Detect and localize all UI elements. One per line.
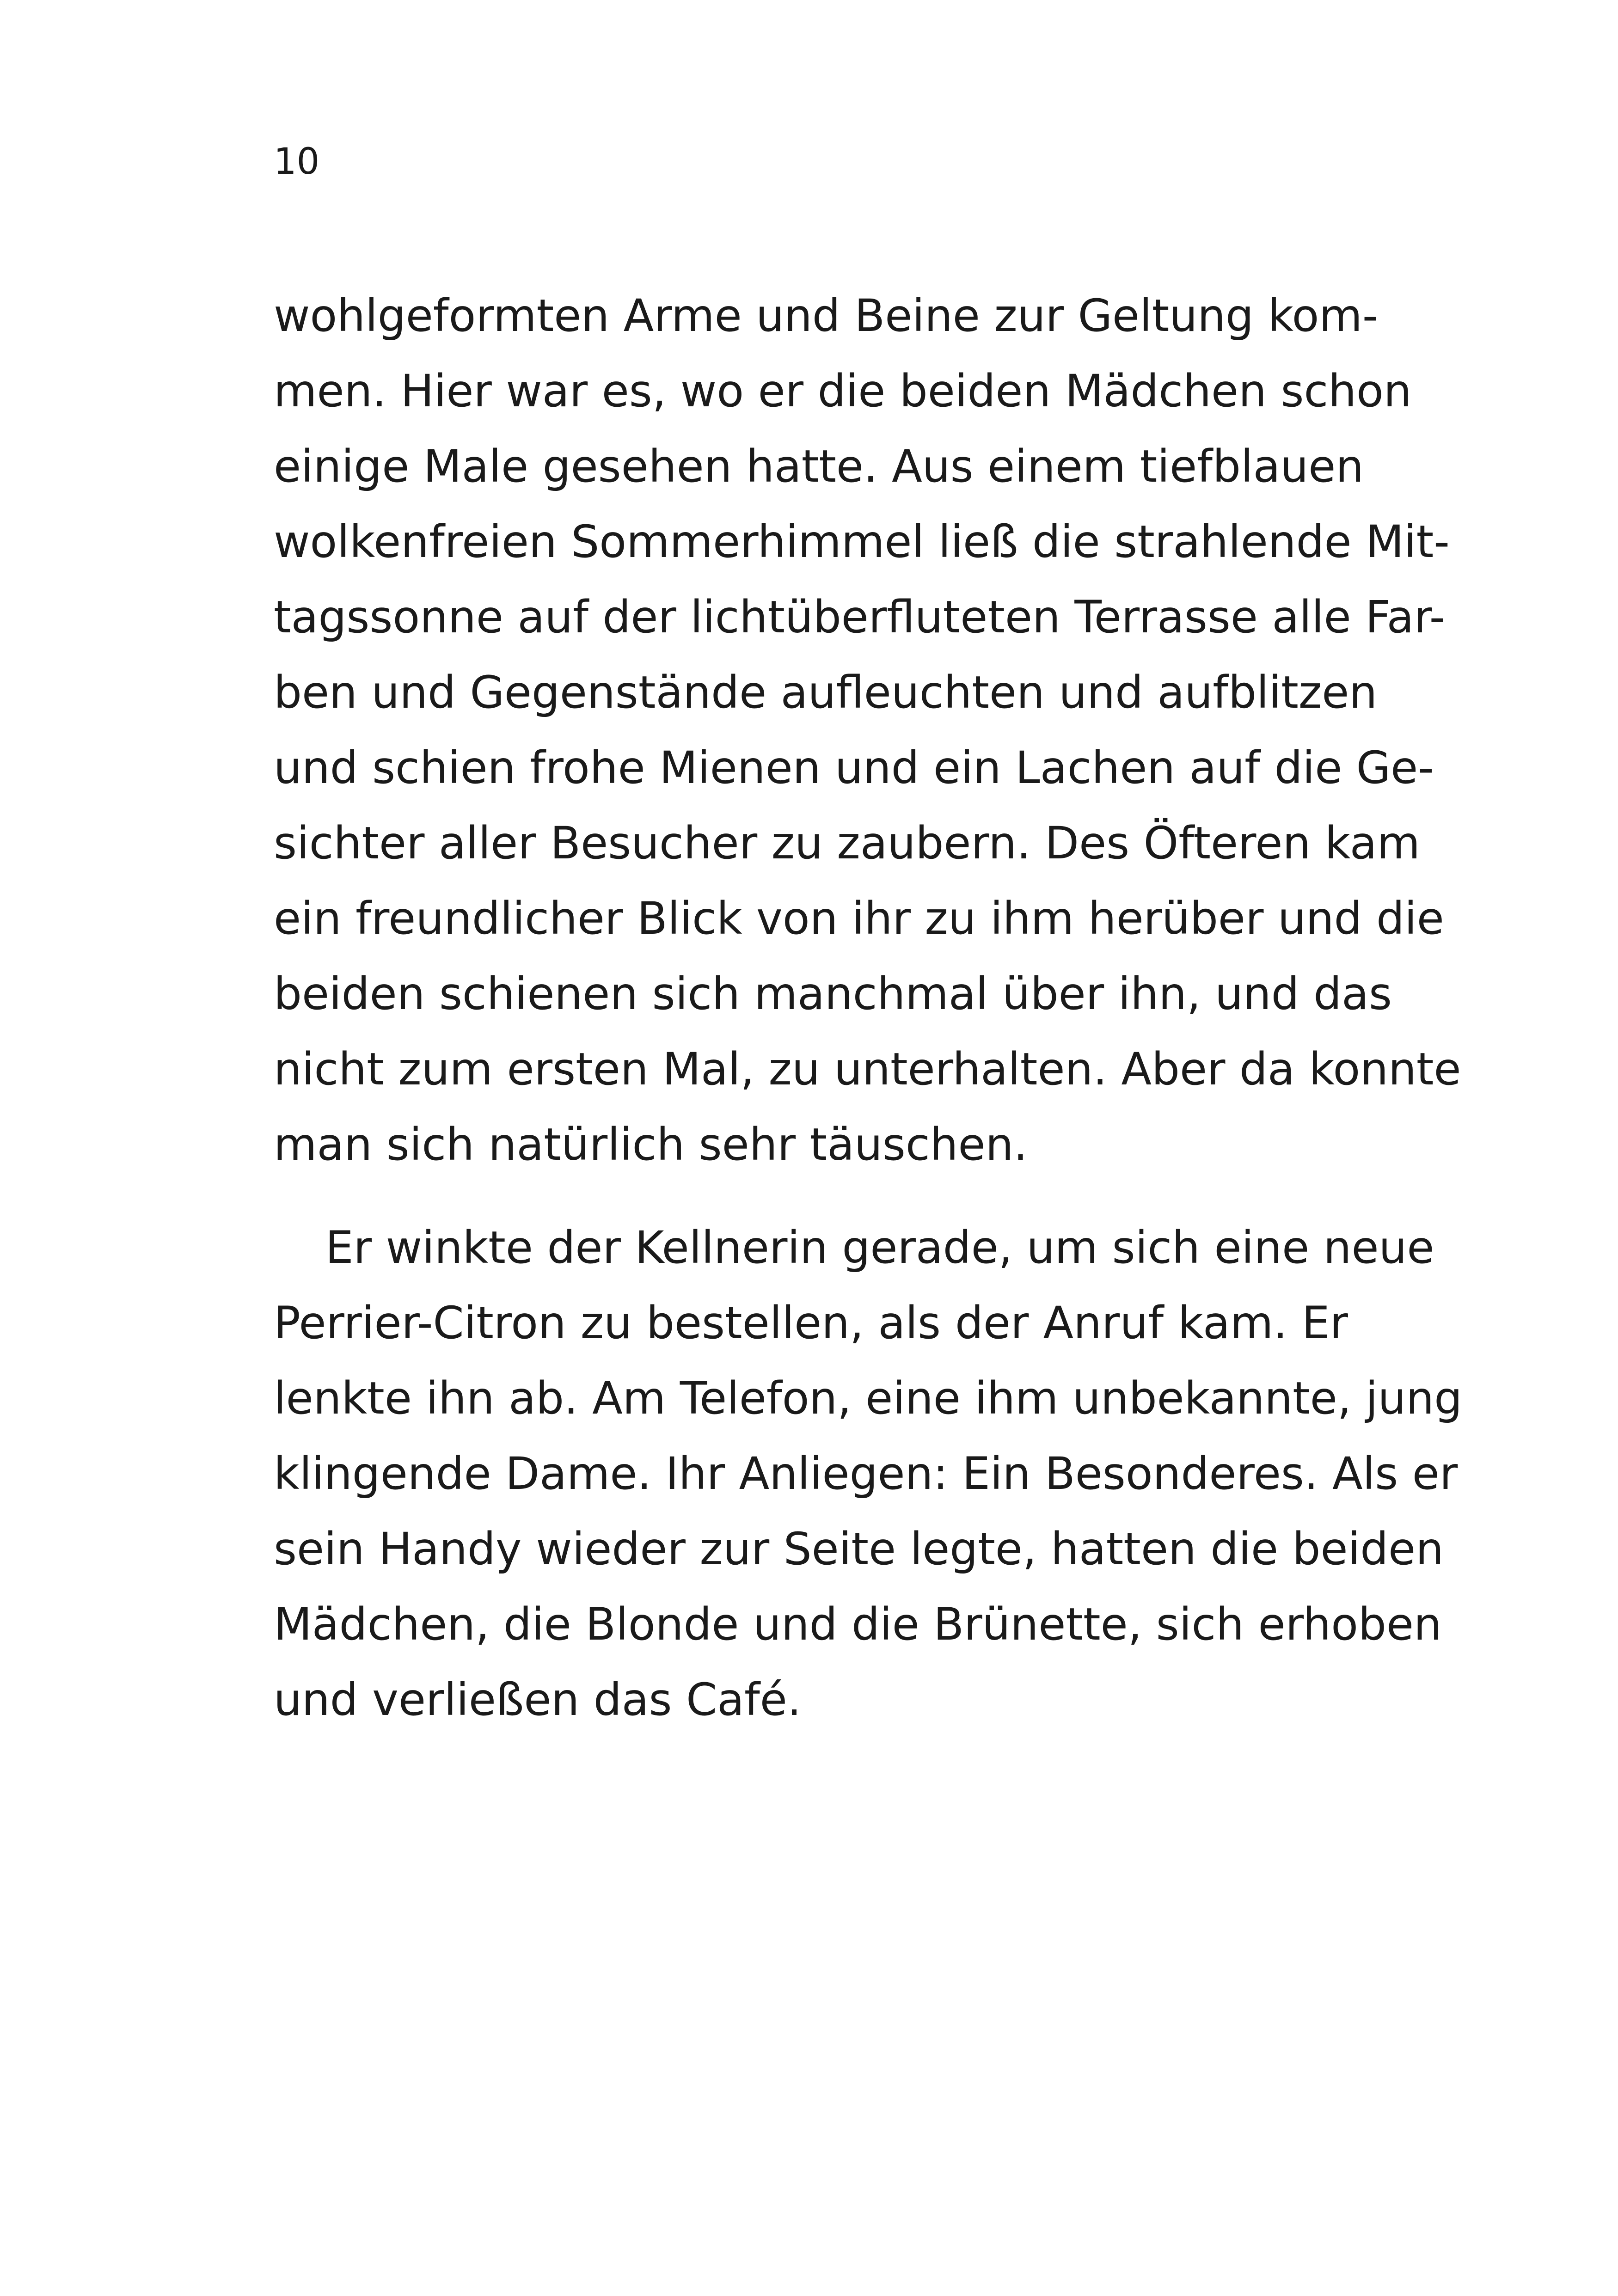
text-line: wohlgeformten Arme und Beine zur Geltung kom- xyxy=(274,290,1379,342)
text-line: nicht zum ersten Mal, zu unterhalten. Aber da konnte xyxy=(274,1043,1461,1095)
text-line: tagssonne auf der lichtüberfluteten Terrasse alle Far- xyxy=(274,591,1446,643)
text-line: und schien frohe Mienen und ein Lachen auf die Ge- xyxy=(274,742,1434,794)
text-line: sein Handy wieder zur Seite legte, hatten die beiden xyxy=(274,1523,1444,1575)
text-line: einige Male gesehen hatte. Aus einem tiefblauen xyxy=(274,441,1364,492)
text-line: Mädchen, die Blonde und die Brünette, sich erhoben xyxy=(274,1598,1442,1650)
text-line: man sich natürlich sehr täuschen. xyxy=(274,1119,1028,1170)
text-line: ein freundlicher Blick von ihr zu ihm herüber und die xyxy=(274,893,1444,944)
text-line: wolkenfreien Sommerhimmel ließ die strahlende Mit- xyxy=(274,516,1450,568)
text-line: ben und Gegenstände aufleuchten und aufblitzen xyxy=(274,667,1378,718)
paragraph-1 xyxy=(274,278,1461,1182)
text-line: Er winkte der Kellnerin gerade, um sich eine neue xyxy=(325,1222,1434,1274)
text-line: und verließen das Café. xyxy=(274,1674,802,1726)
text-line: lenkte ihn ab. Am Telefon, eine ihm unbekannte, jung xyxy=(274,1372,1463,1424)
text-line: Perrier-Citron zu bestellen, als der Anruf kam. Er xyxy=(274,1297,1348,1349)
text-line: beiden schienen sich manchmal über ihn, und das xyxy=(274,968,1392,1020)
paragraph-2 xyxy=(274,1210,1463,1738)
page-number: 10 xyxy=(274,141,320,183)
text-line: sichter aller Besucher zu zaubern. Des Öfteren kam xyxy=(274,817,1421,869)
text-line: klingende Dame. Ihr Anliegen: Ein Besonderes. Als er xyxy=(274,1448,1458,1500)
text-line: men. Hier war es, wo er die beiden Mädchen schon xyxy=(274,365,1412,417)
